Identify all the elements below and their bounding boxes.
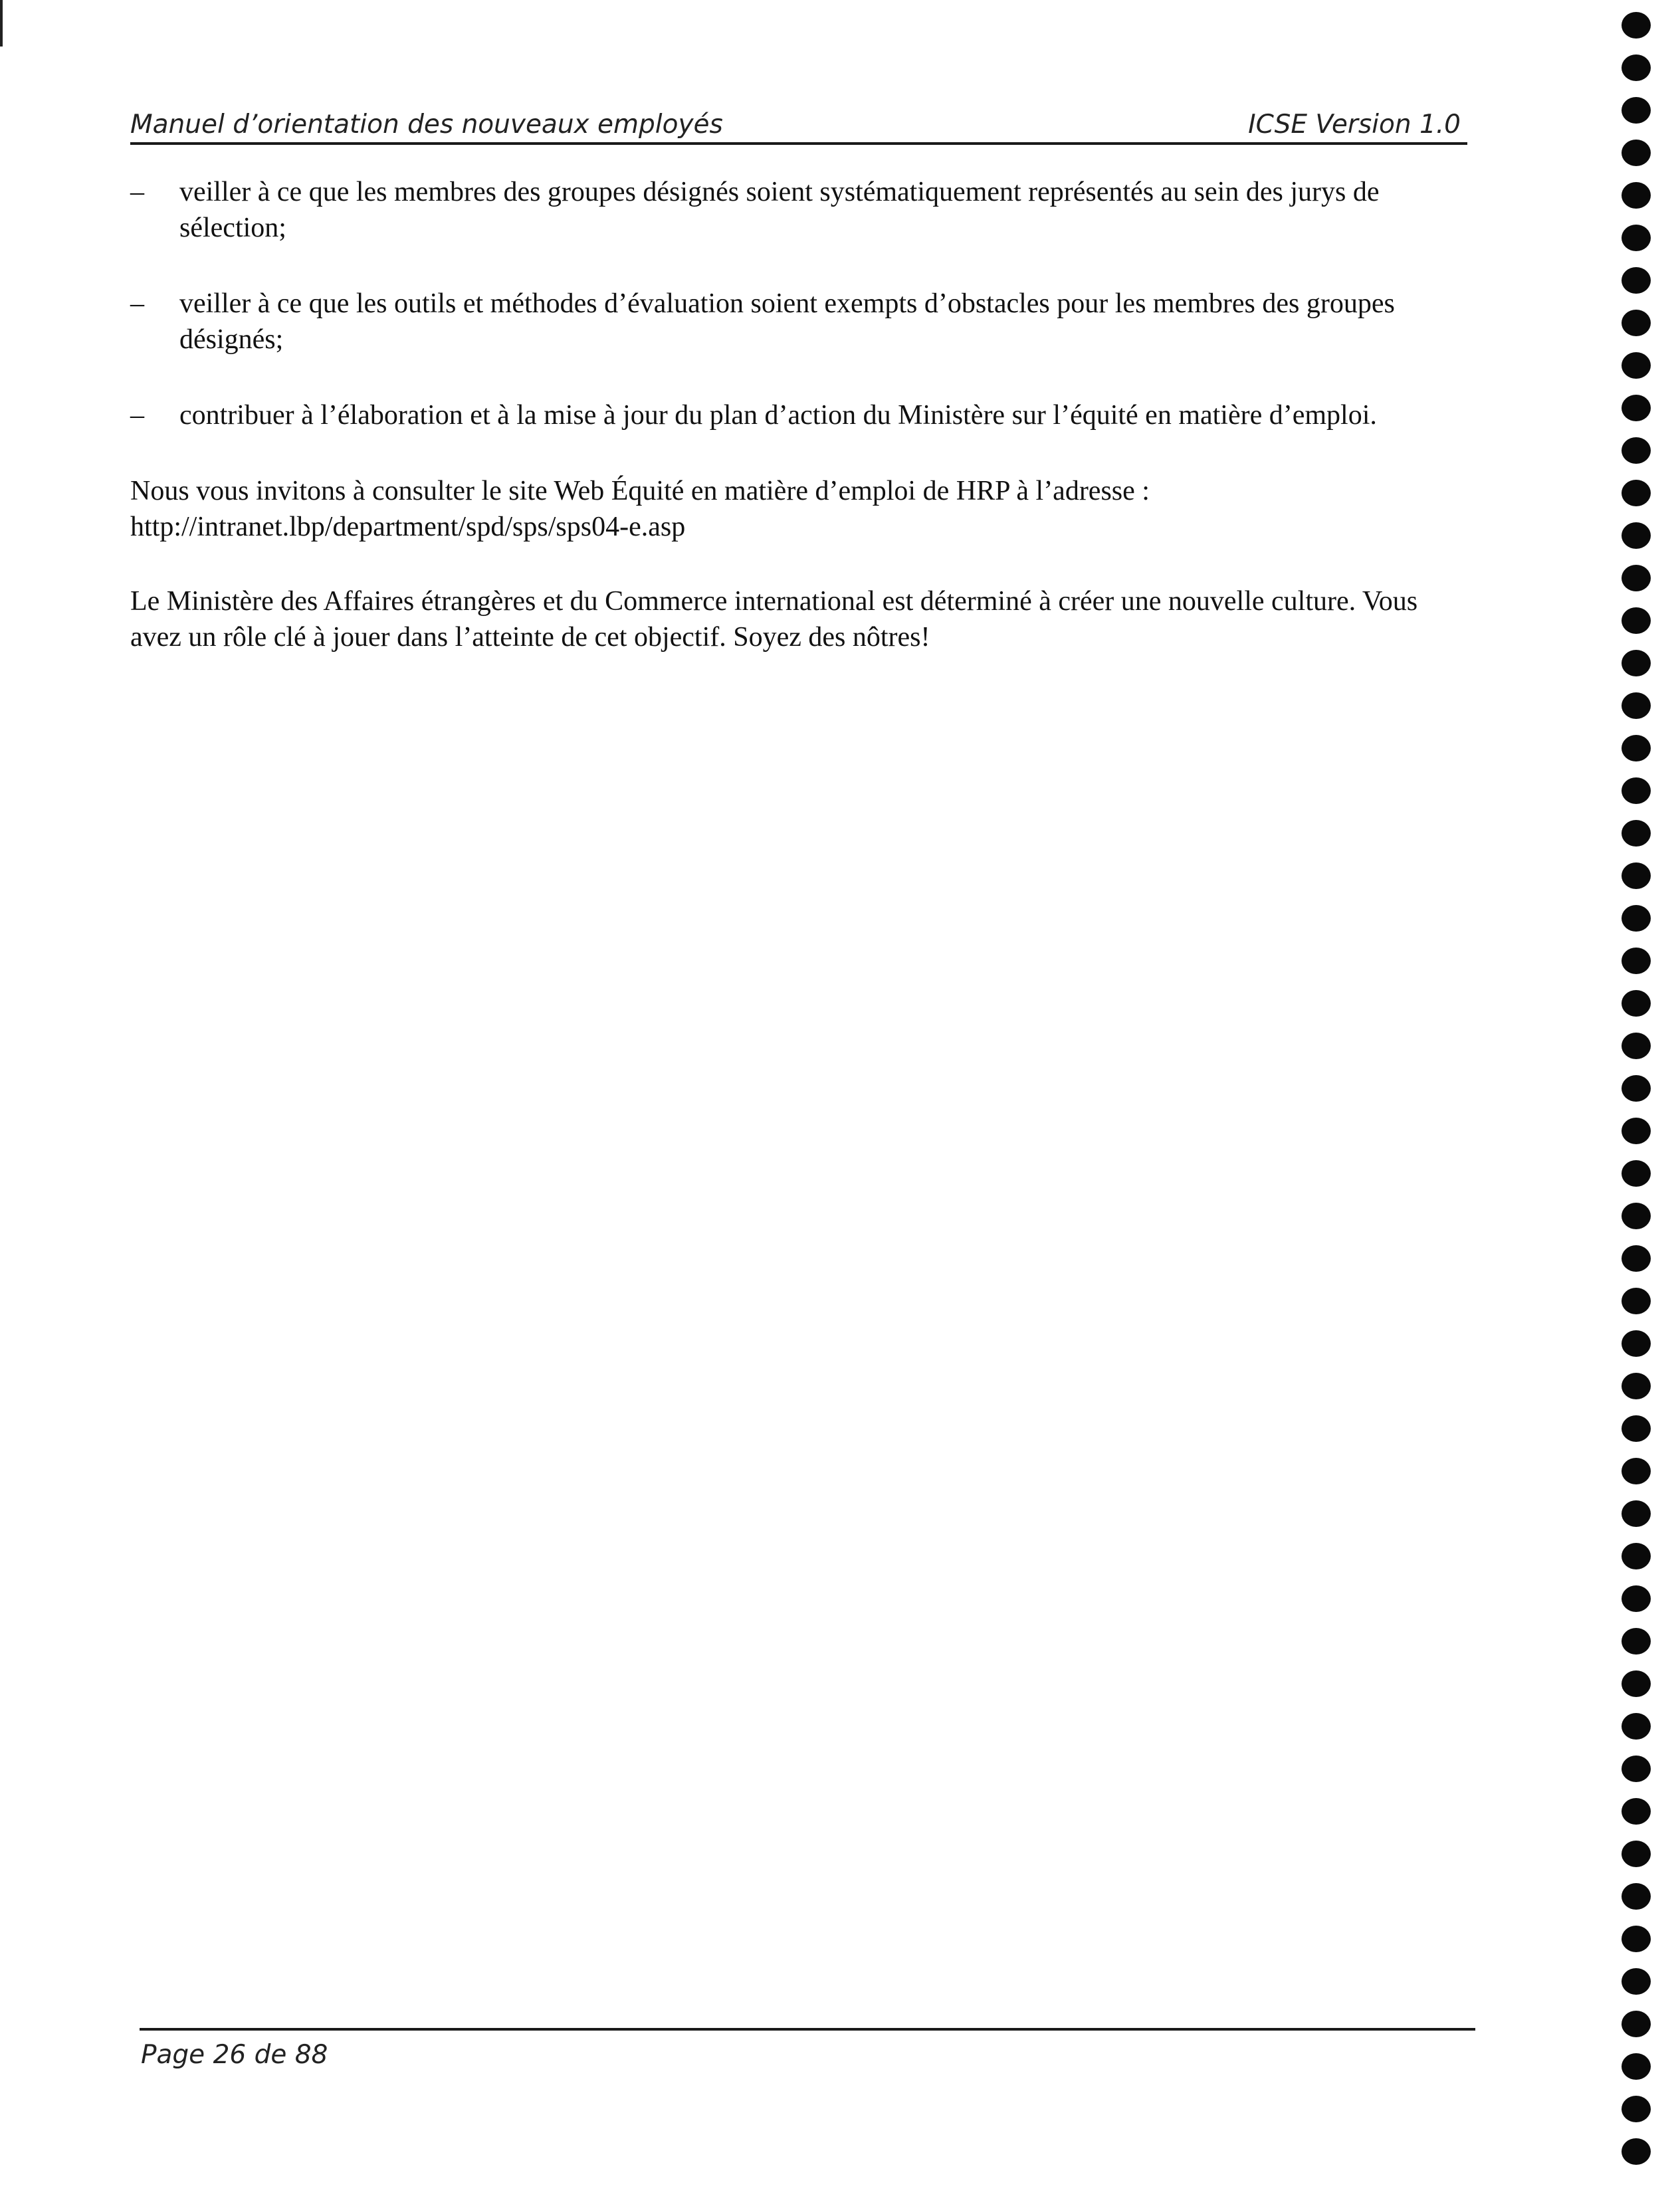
scan-edge-mark — [0, 0, 3, 47]
binding-hole — [1622, 905, 1651, 932]
binding-hole — [1622, 2096, 1651, 2122]
binding-hole — [1622, 1203, 1651, 1229]
binding-hole — [1622, 480, 1651, 506]
page-header — [130, 104, 1467, 145]
binding-hole — [1622, 1415, 1651, 1442]
binding-hole — [1622, 777, 1651, 804]
binding-hole — [1622, 1968, 1651, 1995]
bullet-item — [130, 397, 1473, 433]
footer-rule — [140, 2028, 1475, 2031]
bullet-dash: – — [130, 400, 144, 431]
binding-hole — [1622, 1075, 1651, 1102]
binding-hole — [1622, 1756, 1651, 1782]
binding-hole — [1622, 820, 1651, 847]
binding-hole — [1622, 1330, 1651, 1357]
bullet-dash: – — [130, 288, 144, 319]
binding-hole — [1622, 650, 1651, 676]
binding-hole — [1622, 12, 1651, 39]
bullet-text: veiller à ce que les outils et méthodes d’évaluation soient exempts d’obstacles pour les membres des groupes désignés; — [179, 288, 1395, 355]
binding-hole — [1622, 437, 1651, 464]
binding-hole — [1622, 310, 1651, 336]
bullet-text: veiller à ce que les membres des groupes désignés soient systématiquement représentés au sein des jurys de sélection; — [179, 177, 1380, 243]
binding-holes — [1622, 12, 1661, 2205]
binding-hole — [1622, 948, 1651, 974]
invite-text: Nous vous invitons à consulter le site Web Équité en matière d’emploi de HRP à l’adresse : — [130, 476, 1150, 506]
binding-hole — [1622, 182, 1651, 209]
binding-hole — [1622, 1585, 1651, 1612]
binding-hole — [1622, 1628, 1651, 1655]
binding-hole — [1622, 54, 1651, 81]
binding-hole — [1622, 1033, 1651, 1059]
binding-hole — [1622, 1670, 1651, 1697]
binding-hole — [1622, 1373, 1651, 1399]
binding-hole — [1622, 990, 1651, 1017]
binding-hole — [1622, 1245, 1651, 1272]
binding-hole — [1622, 1713, 1651, 1740]
bullet-item — [130, 286, 1473, 357]
binding-hole — [1622, 735, 1651, 761]
bullet-item — [130, 174, 1473, 246]
binding-hole — [1622, 395, 1651, 421]
header-title: Manuel d’orientation des nouveaux employés — [130, 110, 723, 140]
binding-hole — [1622, 2138, 1651, 2165]
binding-hole — [1622, 862, 1651, 889]
bullet-text: contribuer à l’élaboration et à la mise à jour du plan d’action du Ministère sur l’équité en matière d’emploi. — [179, 400, 1377, 431]
binding-hole — [1622, 1841, 1651, 1867]
binding-hole — [1622, 522, 1651, 549]
binding-hole — [1622, 97, 1651, 124]
binding-hole — [1622, 1500, 1651, 1527]
page-number: Page 26 de 88 — [141, 2040, 328, 2070]
binding-hole — [1622, 1288, 1651, 1314]
binding-hole — [1622, 1798, 1651, 1825]
binding-hole — [1622, 140, 1651, 166]
invite-url: http://intranet.lbp/department/spd/sps/sps04-e.asp — [130, 512, 686, 542]
binding-hole — [1622, 2011, 1651, 2037]
bullet-dash: – — [130, 177, 144, 207]
page-body — [130, 174, 1473, 694]
binding-hole — [1622, 1118, 1651, 1144]
binding-hole — [1622, 1883, 1651, 1910]
binding-hole — [1622, 607, 1651, 634]
binding-hole — [1622, 565, 1651, 591]
binding-hole — [1622, 1926, 1651, 1952]
binding-hole — [1622, 692, 1651, 719]
binding-hole — [1622, 1458, 1651, 1484]
invite-paragraph — [130, 473, 1473, 545]
binding-hole — [1622, 352, 1651, 379]
header-version: ICSE Version 1.0 — [1248, 110, 1461, 140]
binding-hole — [1622, 1543, 1651, 1569]
binding-hole — [1622, 267, 1651, 294]
closing-paragraph: Le Ministère des Affaires étrangères et du Commerce international est déterminé à créer une nouvelle culture. Vous avez un rôle clé à jouer dans l’atteinte de cet objectif. Soyez des nôtres! — [130, 586, 1418, 653]
binding-hole — [1622, 225, 1651, 251]
binding-hole — [1622, 2053, 1651, 2080]
binding-hole — [1622, 1160, 1651, 1187]
